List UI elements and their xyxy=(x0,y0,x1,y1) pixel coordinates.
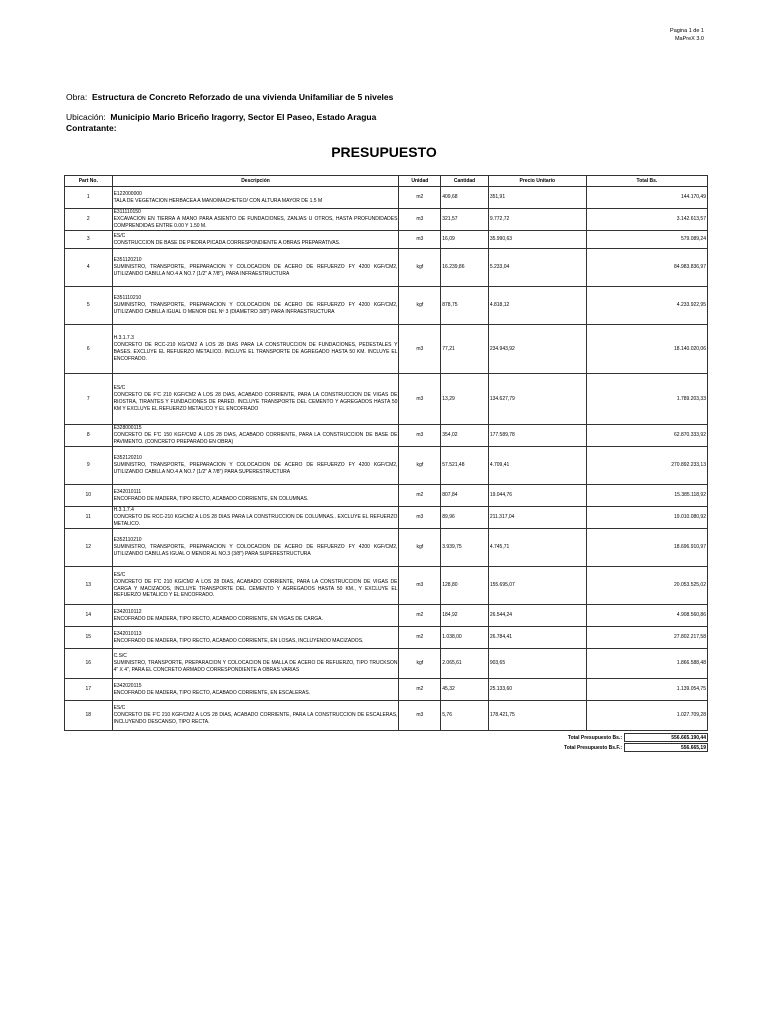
total-cell: 1.027.709,28 xyxy=(586,701,707,731)
description-cell xyxy=(112,374,399,425)
total-bs-label: Total Presupuesto Bs.: xyxy=(567,735,622,741)
quantity-cell: 128,80 xyxy=(441,567,489,605)
obra-value: Estructura de Concreto Reforzado de una vivienda Unifamiliar de 5 niveles xyxy=(92,92,394,102)
part-number-cell: 14 xyxy=(65,605,113,627)
obra-label: Obra: xyxy=(66,92,88,102)
item-code: E342010111 xyxy=(113,488,142,495)
item-description: TALA DE VEGETACION HERBACEA A MANO/MACHETEO/ CON ALTURA MAYOR DE 1.5 M xyxy=(113,197,323,204)
item-description: EXCAVACION EN TIERRA A MANO PARA ASIENTO DE FUNDACIONES, ZANJAS U OTROS, HASTA PROFUNDIDADES COMPRENDIDAS ENTRE 0.00 Y 1.50 M. xyxy=(113,216,398,229)
total-cell: 20.053.525,02 xyxy=(586,567,707,605)
unit-price-cell: 211.317,04 xyxy=(488,507,586,529)
description-cell xyxy=(112,447,399,485)
description-cell xyxy=(112,187,399,209)
total-cell: 18.140.020,06 xyxy=(586,325,707,374)
item-code: C.S/C xyxy=(113,653,127,660)
description-cell xyxy=(112,567,399,605)
item-description: SUMINISTRO, TRANSPORTE, PREPARACION Y COLOCACION DE ACERO DE REFUERZO FY 4200 KGF/CM2, UTILIZANDO CABILLA NO.4 A NO.7 (1/2" A 7/8") PARA SUPERESTRUCTURA xyxy=(113,462,398,475)
totals-block xyxy=(353,733,708,753)
part-number-cell: 10 xyxy=(65,485,113,507)
table-row xyxy=(65,231,708,249)
total-cell: 1.789.203,33 xyxy=(586,374,707,425)
item-description: ENCOFRADO DE MADERA, TIPO RECTO, ACABADO CORRIENTE, EN ESCALERAS. xyxy=(113,689,311,696)
part-number-cell: 4 xyxy=(65,249,113,287)
ubicacion-label: Ubicación: xyxy=(66,112,106,122)
table-row xyxy=(65,649,708,679)
unit-cell: kgf xyxy=(399,287,441,325)
table-header-row xyxy=(65,176,708,187)
page-number: Pagina 1 de 1 xyxy=(670,28,704,34)
unit-price-cell: 351,91 xyxy=(488,187,586,209)
col-total-header: Total Bs. xyxy=(586,176,707,187)
part-number-cell: 15 xyxy=(65,627,113,649)
unit-cell: m3 xyxy=(399,209,441,231)
unit-price-cell: 903,65 xyxy=(488,649,586,679)
table-row xyxy=(65,605,708,627)
total-cell: 15.385.118,92 xyxy=(586,485,707,507)
item-code: E342010112 xyxy=(113,608,142,615)
total-cell: 19.010.080,92 xyxy=(586,507,707,529)
item-description: SUMINISTRO, TRANSPORTE, PREPARACION Y COLOCACION DE ACERO DE REFUERZO FY 4200 KGF/CM2, UTILIZANDO CABILLA IGUAL O MENOR DEL Nº 3 (DIAMETRO 3/8") PARA INFRAESTRUCTURA xyxy=(113,302,398,315)
part-number-cell: 11 xyxy=(65,507,113,529)
item-code: E351120210 xyxy=(113,257,142,264)
total-bs-value: 556.665.190,44 xyxy=(624,733,708,742)
total-bsf-row xyxy=(353,743,708,753)
item-code: ES/C xyxy=(113,705,126,712)
contratante-label: Contratante: xyxy=(66,123,117,133)
unit-price-cell: 177.589,78 xyxy=(488,425,586,447)
part-number-cell: 16 xyxy=(65,649,113,679)
total-cell: 1.139.054,75 xyxy=(586,679,707,701)
quantity-cell: 184,92 xyxy=(441,605,489,627)
part-number-cell: 13 xyxy=(65,567,113,605)
unit-cell: m2 xyxy=(399,679,441,701)
quantity-cell: 57.521,48 xyxy=(441,447,489,485)
item-description: CONCRETO DE F'C 210 KGF/CM2 A LOS 28 DIAS, ACABADO CORRIENTE, PARA LA CONSTRUCCION DE VIGAS DE RIOSTRA, TIRANTES Y FUNDACIONES DE PARED. INCLUYE TRANSPORTE DEL CEMENTO Y AGREGADOS HASTA 50 KM Y EXCLUYE EL REFUERZO METALICO Y EL ENCOFRADO xyxy=(113,392,398,412)
table-row xyxy=(65,627,708,649)
contratante-line xyxy=(66,123,376,134)
item-description: CONCRETO DE RCC-210 KG/CM2 A LOS 28 DIAS PARA LA CONSTRUCCION DE FUNDACIONES, PEDESTALES Y BASES. EXCLUYE EL REFUERZO METALICO. INCLUYE EL TRANSPORTE DE AGREGADO HASTA 50 KM. INCLUYE EL ENCOFRADO. xyxy=(113,342,398,362)
table-row xyxy=(65,209,708,231)
unit-price-cell: 9.772,72 xyxy=(488,209,586,231)
unit-price-cell: 155.695,07 xyxy=(488,567,586,605)
obra-line xyxy=(66,92,393,102)
table-row xyxy=(65,249,708,287)
quantity-cell: 354,02 xyxy=(441,425,489,447)
table-row xyxy=(65,529,708,567)
table-row xyxy=(65,425,708,447)
description-cell xyxy=(112,209,399,231)
item-code: E328000115 xyxy=(113,425,142,432)
description-cell xyxy=(112,425,399,447)
quantity-cell: 807,84 xyxy=(441,485,489,507)
description-cell xyxy=(112,485,399,507)
unit-cell: m3 xyxy=(399,701,441,731)
description-cell xyxy=(112,231,399,249)
unit-cell: kgf xyxy=(399,249,441,287)
col-unit-header: Unidad xyxy=(399,176,441,187)
part-number-cell: 6 xyxy=(65,325,113,374)
total-cell: 270.892.233,13 xyxy=(586,447,707,485)
table-row xyxy=(65,485,708,507)
ubicacion-value: Municipio Mario Briceño Iragorry, Sector El Paseo, Estado Aragua xyxy=(110,112,377,122)
table-body xyxy=(65,187,708,731)
unit-cell: m2 xyxy=(399,187,441,209)
unit-cell: m2 xyxy=(399,627,441,649)
unit-cell: m3 xyxy=(399,507,441,529)
unit-cell: m3 xyxy=(399,425,441,447)
total-bsf-value: 556.665,19 xyxy=(624,743,708,752)
item-code: ES/C xyxy=(113,571,126,578)
unit-price-cell: 26.544,24 xyxy=(488,605,586,627)
item-code: E122000000 xyxy=(113,190,142,197)
item-code: E352120210 xyxy=(113,455,142,462)
part-number-cell: 5 xyxy=(65,287,113,325)
quantity-cell: 16.239,86 xyxy=(441,249,489,287)
description-cell xyxy=(112,507,399,529)
total-cell: 3.142.613,57 xyxy=(586,209,707,231)
item-description: ENCOFRADO DE MADERA, TIPO RECTO, ACABADO CORRIENTE, EN COLUMNAS. xyxy=(113,495,309,502)
unit-price-cell: 25.133,60 xyxy=(488,679,586,701)
unit-price-cell: 4.745,71 xyxy=(488,529,586,567)
item-code: H.3.1.7.4 xyxy=(113,507,134,514)
table-row xyxy=(65,287,708,325)
unit-cell: kgf xyxy=(399,529,441,567)
total-cell: 27.802.217,58 xyxy=(586,627,707,649)
unit-cell: kgf xyxy=(399,649,441,679)
quantity-cell: 3.939,75 xyxy=(441,529,489,567)
total-bs-row xyxy=(353,733,708,743)
unit-cell: m3 xyxy=(399,325,441,374)
part-number-cell: 7 xyxy=(65,374,113,425)
item-description: CONCRETO DE RCC-210 KG/CM2 A LOS 28 DIAS PARA LA CONSTRUCCION DE COLUMNAS.. EXCLUYE EL REFUERZO METALICO. xyxy=(113,514,398,527)
unit-price-cell: 35.990,63 xyxy=(488,231,586,249)
part-number-cell: 9 xyxy=(65,447,113,485)
table-row xyxy=(65,567,708,605)
quantity-cell: 5,76 xyxy=(441,701,489,731)
part-number-cell: 18 xyxy=(65,701,113,731)
unit-cell: m3 xyxy=(399,231,441,249)
item-description: ENCOFRADO DE MADERA, TIPO RECTO, ACABADO CORRIENTE, EN LOSAS, INCLUYENDO MACIZADOS. xyxy=(113,637,364,644)
description-cell xyxy=(112,605,399,627)
item-code: E352110210 xyxy=(113,537,142,544)
item-code: ES/C xyxy=(113,232,126,239)
item-description: CONCRETO DE F'C 150 KGF/CM2 A LOS 28 DIAS, ACABADO CORRIENTE, PARA LA CONSTRUCCION DE BASE DE PAVIMENTO. (CONCRETO PREPARADO EN OBRA) xyxy=(113,432,398,445)
unit-cell: m3 xyxy=(399,567,441,605)
item-code: ES/C xyxy=(113,385,126,392)
unit-price-cell: 5.233,04 xyxy=(488,249,586,287)
app-name: MaPreX 3.0 xyxy=(674,36,704,42)
part-number-cell: 12 xyxy=(65,529,113,567)
description-cell xyxy=(112,701,399,731)
item-description: CONCRETO DE F'C 210 KGF/CM2 A LOS 28 DIAS, ACABADO CORRIENTE, PARA LA CONSTRUCCION DE ESCALERAS, INCLUYENDO DESCANSO, TIPO RECTA. xyxy=(113,712,398,725)
unit-cell: m2 xyxy=(399,485,441,507)
quantity-cell: 409,68 xyxy=(441,187,489,209)
item-description: CONSTRUCCION DE BASE DE PIEDRA PICADA CORRESPONDIENTE A OBRAS PREPARATIVAS. xyxy=(113,239,341,246)
unit-cell: m3 xyxy=(399,374,441,425)
unit-price-cell: 19.044,76 xyxy=(488,485,586,507)
quantity-cell: 1.038,00 xyxy=(441,627,489,649)
unit-price-cell: 178.421,75 xyxy=(488,701,586,731)
total-cell: 4.233.922,95 xyxy=(586,287,707,325)
col-part-header: Part No. xyxy=(65,176,113,187)
ubicacion-line xyxy=(66,112,376,123)
item-code: E342020115 xyxy=(113,682,142,689)
budget-table xyxy=(64,175,708,731)
table-row xyxy=(65,325,708,374)
quantity-cell: 77,21 xyxy=(441,325,489,374)
table-row xyxy=(65,374,708,425)
item-description: SUMINISTRO, TRANSPORTE, PREPARACION Y COLOCACION DE MALLA DE ACERO DE REFUERZO, TIPO TRUCKSON 4" X 4", PARA EL CONCRETO ARMADO CORRESPONDIENTE A OBRAS VARIAS xyxy=(113,660,398,673)
part-number-cell: 17 xyxy=(65,679,113,701)
item-description: CONCRETO DE F'C 210 KG/CM2 A LOS 28 DIAS, ACABADO CORRIENTE, PARA LA CONSTRUCCION DE VIGAS DE CARGA Y MACIZADOS, INCLUYE TRANSPORTE DEL CEMENTO Y AGREGADOS HASTA 50 KM., Y EXCLUYE EL REFUERZO METALICO Y EL ENCOFRADO. xyxy=(113,578,398,599)
part-number-cell: 1 xyxy=(65,187,113,209)
unit-price-cell: 234.943,92 xyxy=(488,325,586,374)
part-number-cell: 3 xyxy=(65,231,113,249)
unit-price-cell: 26.784,41 xyxy=(488,627,586,649)
location-block xyxy=(66,112,376,134)
unit-price-cell: 134.627,79 xyxy=(488,374,586,425)
item-description: SUMINISTRO, TRANSPORTE, PREPARACION Y COLOCACION DE ACERO DE REFUERZO FY 4200 KGF/CM2, UTILIZANDO CABILLA NO.4 A NO.7 (1/2" A 7/8"), PARA INFRAESTRUCTURA xyxy=(113,264,398,277)
part-number-cell: 2 xyxy=(65,209,113,231)
page-info xyxy=(670,27,704,43)
table-row xyxy=(65,447,708,485)
page-title: PRESUPUESTO xyxy=(331,144,437,160)
total-cell: 1.866.588,48 xyxy=(586,649,707,679)
table-row xyxy=(65,507,708,529)
table-row xyxy=(65,187,708,209)
description-cell xyxy=(112,529,399,567)
item-code: E342010113 xyxy=(113,630,142,637)
quantity-cell: 45,32 xyxy=(441,679,489,701)
quantity-cell: 321,57 xyxy=(441,209,489,231)
total-cell: 84.983.836,97 xyxy=(586,249,707,287)
item-code: E351110210 xyxy=(113,295,142,302)
total-cell: 144.170,49 xyxy=(586,187,707,209)
unit-cell: kgf xyxy=(399,447,441,485)
quantity-cell: 2.065,61 xyxy=(441,649,489,679)
col-qty-header: Cantidad xyxy=(441,176,489,187)
item-description: ENCOFRADO DE MADERA, TIPO RECTO, ACABADO CORRIENTE, EN VIGAS DE CARGA. xyxy=(113,615,323,622)
quantity-cell: 16,09 xyxy=(441,231,489,249)
quantity-cell: 89,96 xyxy=(441,507,489,529)
total-cell: 579.089,24 xyxy=(586,231,707,249)
total-cell: 62.870.333,92 xyxy=(586,425,707,447)
description-cell xyxy=(112,679,399,701)
table-row xyxy=(65,679,708,701)
quantity-cell: 13,29 xyxy=(441,374,489,425)
description-cell xyxy=(112,325,399,374)
unit-price-cell: 4.818,12 xyxy=(488,287,586,325)
item-description: SUMINISTRO, TRANSPORTE, PREPARACION Y COLOCACION DE ACERO DE REFUERZO FY 4200 KGF/CM2, UTILIZANDO CABILLAS IGUAL O MENOR AL NO.3 (3/8") PARA SUPERESTRUCTURA xyxy=(113,544,398,557)
unit-price-cell: 4.709,41 xyxy=(488,447,586,485)
description-cell xyxy=(112,287,399,325)
item-code: E311110150 xyxy=(113,209,141,216)
col-desc-header: Descripción xyxy=(112,176,399,187)
unit-cell: m2 xyxy=(399,605,441,627)
description-cell xyxy=(112,627,399,649)
item-code: H.3.1.7.3 xyxy=(113,335,134,342)
table-row xyxy=(65,701,708,731)
description-cell xyxy=(112,249,399,287)
description-cell xyxy=(112,649,399,679)
part-number-cell: 8 xyxy=(65,425,113,447)
col-price-header: Precio Unitario xyxy=(488,176,586,187)
total-bsf-label: Total Presupuesto Bs.F.: xyxy=(564,745,622,751)
total-cell: 4.908.560,86 xyxy=(586,605,707,627)
quantity-cell: 878,75 xyxy=(441,287,489,325)
total-cell: 18.696.910,97 xyxy=(586,529,707,567)
